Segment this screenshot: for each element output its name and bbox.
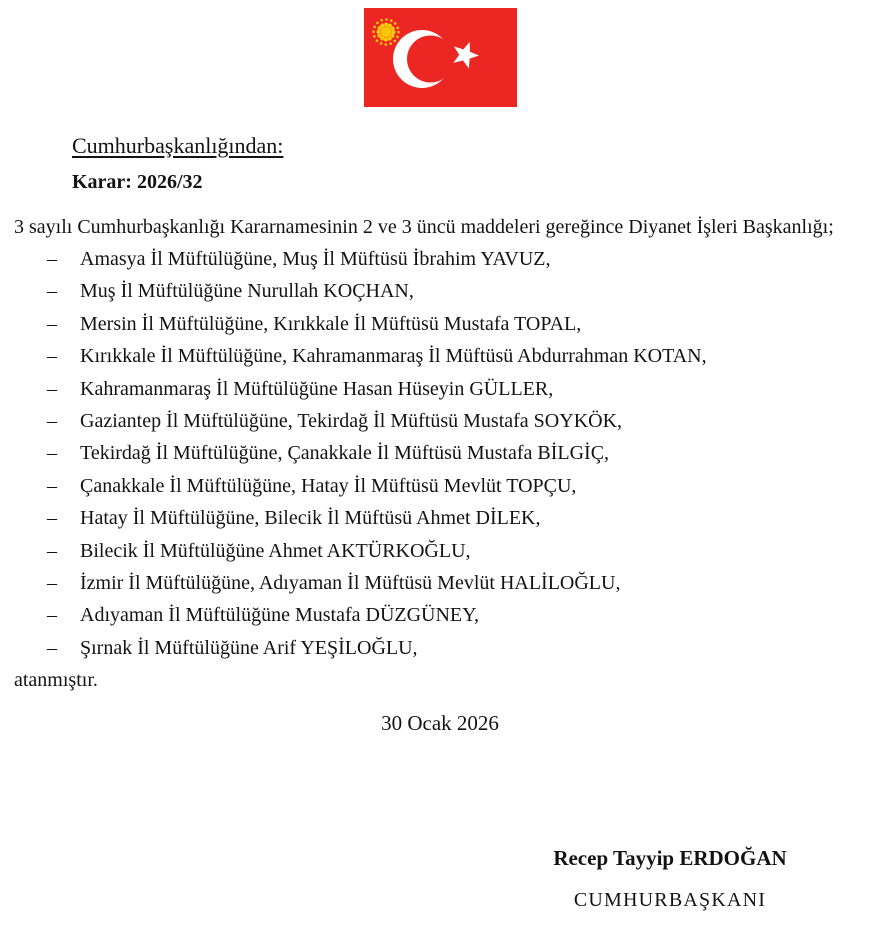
list-dash: –	[47, 280, 57, 303]
appointment-item	[14, 567, 866, 599]
list-dash: –	[47, 312, 57, 335]
list-dash: –	[47, 410, 57, 433]
appointment-text: Tekirdağ İl Müftülüğüne, Çanakkale İl Müftüsü Mustafa BİLGİÇ,	[80, 442, 610, 465]
appointment-text: Gaziantep İl Müftülüğüne, Tekirdağ İl Müftüsü Mustafa SOYKÖK,	[80, 410, 623, 433]
appointment-item	[14, 599, 866, 631]
document-source-heading: Cumhurbaşkanlığından:	[72, 133, 284, 158]
list-dash: –	[47, 572, 57, 595]
turkish-presidential-flag-icon	[364, 8, 517, 107]
signature-block	[505, 845, 835, 912]
decision-number: Karar: 2026/32	[72, 171, 203, 193]
appointment-text: Amasya İl Müftülüğüne, Muş İl Müftüsü İbrahim YAVUZ,	[80, 248, 551, 270]
appointment-item	[14, 535, 866, 567]
list-dash: –	[47, 604, 57, 627]
list-dash: –	[47, 442, 57, 465]
appointment-text: Kahramanmaraş İl Müftülüğüne Hasan Hüseyin GÜLLER,	[80, 377, 554, 400]
list-dash: –	[47, 345, 57, 368]
flag-container	[14, 0, 866, 107]
appointment-item	[14, 437, 866, 469]
appointment-item	[14, 632, 866, 664]
appointment-item	[14, 275, 866, 307]
appointment-text: Muş İl Müftülüğüne Nurullah KOÇHAN,	[80, 280, 414, 303]
appointment-text: İzmir İl Müftülüğüne, Adıyaman İl Müftüsü Mevlüt HALİLOĞLU,	[80, 572, 621, 595]
list-dash: –	[47, 377, 57, 400]
appointment-item	[14, 308, 866, 340]
appointment-list	[14, 243, 866, 664]
signatory-title: CUMHURBAŞKANI	[573, 889, 767, 911]
intro-paragraph: 3 sayılı Cumhurbaşkanlığı Kararnamesinin 2 ve 3 üncü maddeleri gereğince Diyanet İşleri Başkanlığı;	[14, 216, 834, 238]
appointment-item	[14, 405, 866, 437]
list-dash: –	[47, 539, 57, 562]
closing-word: atanmıştır.	[14, 669, 98, 692]
appointment-text: Adıyaman İl Müftülüğüne Mustafa DÜZGÜNEY,	[80, 604, 480, 627]
list-dash: –	[47, 248, 57, 270]
header-block	[72, 133, 866, 194]
appointment-text: Hatay İl Müftülüğüne, Bilecik İl Müftüsü Ahmet DİLEK,	[80, 507, 541, 530]
signatory-name: Recep Tayyip ERDOĞAN	[553, 846, 787, 870]
appointment-text: Kırıkkale İl Müftülüğüne, Kahramanmaraş İl Müftüsü Abdurrahman KOTAN,	[80, 345, 707, 368]
list-dash: –	[47, 507, 57, 530]
appointment-item	[14, 340, 866, 372]
appointment-text: Mersin İl Müftülüğüne, Kırıkkale İl Müftüsü Mustafa TOPAL,	[80, 312, 582, 335]
list-dash: –	[47, 636, 57, 659]
appointment-item	[14, 243, 866, 275]
crescent-inner	[407, 36, 454, 83]
appointment-item	[14, 502, 866, 534]
appointment-text: Çanakkale İl Müftülüğüne, Hatay İl Müftüsü Mevlüt TOPÇU,	[80, 474, 577, 497]
appointment-item	[14, 470, 866, 502]
appointment-text: Şırnak İl Müftülüğüne Arif YEŞİLOĞLU,	[80, 636, 418, 659]
decree-date: 30 Ocak 2026	[381, 711, 499, 736]
appointment-text: Bilecik İl Müftülüğüne Ahmet AKTÜRKOĞLU,	[80, 539, 471, 562]
sun-disc	[380, 27, 391, 38]
appointment-item	[14, 373, 866, 405]
list-dash: –	[47, 474, 57, 497]
